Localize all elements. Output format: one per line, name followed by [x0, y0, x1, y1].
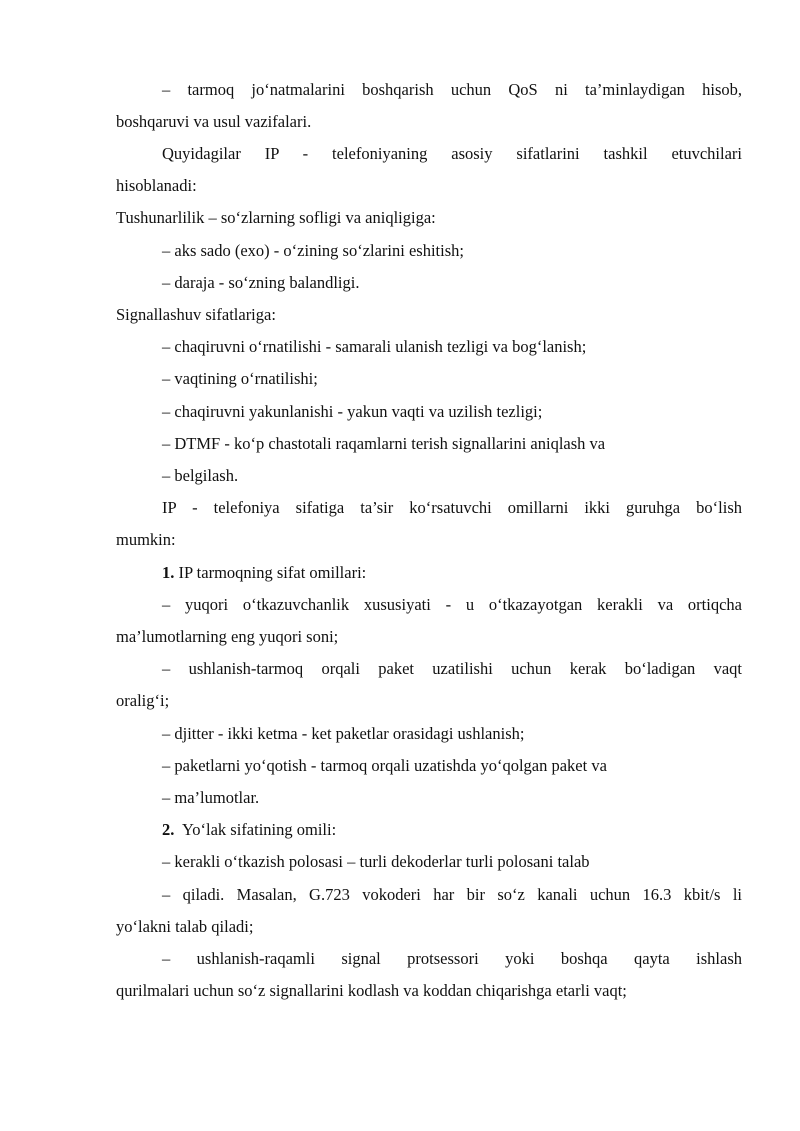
section-title: IP tarmoqning sifat omillari:: [178, 563, 367, 582]
text-line: – djitter - ikki ketma - ket paketlar orasidagi ushlanish;: [162, 724, 525, 743]
text-line: yo‘lakni talab qiladi;: [116, 917, 254, 936]
text-line: – ushlanish-tarmoq orqali paket uzatilishi uchun kerak bo‘ladigan vaqt: [162, 659, 742, 678]
text-line: – daraja - so‘zning balandligi.: [162, 273, 360, 292]
text-line: – yuqori o‘tkazuvchanlik xususiyati - u o‘tkazayotgan kerakli va ortiqcha: [162, 595, 742, 614]
text-line: boshqaruvi va usul vazifalari.: [116, 112, 312, 131]
text-line: oralig‘i;: [116, 691, 170, 710]
text-line: – paketlarni yo‘qotish - tarmoq orqali uzatishda yo‘qolgan paket va: [162, 756, 607, 775]
text-line: – DTMF - ko‘p chastotali raqamlarni terish signallarini aniqlash va: [162, 434, 606, 453]
section-number: 1.: [162, 563, 175, 582]
text-line: Signallashuv sifatlariga:: [116, 305, 276, 324]
text-line: – ushlanish-raqamli signal protsessori yoki boshqa qayta ishlash: [162, 949, 742, 968]
section-heading: [162, 820, 336, 840]
text-line: – kerakli o‘tkazish polosasi – turli dekoderlar turli polosani talab: [162, 852, 590, 871]
section-heading: [162, 563, 366, 583]
text-line: ma’lumotlarning eng yuqori soni;: [116, 627, 339, 646]
text-line: – qiladi. Masalan, G.723 vokoderi har bir so‘z kanali uchun 16.3 kbit/s li: [162, 885, 742, 904]
text-line: mumkin:: [116, 530, 176, 549]
text-line: hisoblanadi:: [116, 176, 197, 195]
text-line: – belgilash.: [162, 466, 239, 485]
text-line: – tarmoq jo‘natmalarini boshqarish uchun QoS ni ta’minlaydigan hisob,: [162, 80, 742, 99]
text-line: – chaqiruvni o‘rnatilishi - samarali ulanish tezligi va bog‘lanish;: [162, 337, 587, 356]
text-line: qurilmalari uchun so‘z signallarini kodlash va koddan chiqarishga etarli vaqt;: [116, 981, 627, 1000]
text-line: Quyidagilar IP - telefoniyaning asosiy sifatlarini tashkil etuvchilari: [162, 144, 742, 163]
text-line: IP - telefoniya sifatiga ta’sir ko‘rsatuvchi omillarni ikki guruhga bo‘lish: [162, 498, 742, 517]
text-line: – chaqiruvni yakunlanishi - yakun vaqti va uzilish tezligi;: [162, 402, 543, 421]
text-line: – vaqtining o‘rnatilishi;: [162, 369, 318, 388]
text-line: – ma’lumotlar.: [162, 788, 260, 807]
section-title: Yo‘lak sifatining omili:: [182, 820, 337, 839]
text-line: – aks sado (exo) - o‘zining so‘zlarini eshitish;: [162, 241, 464, 260]
text-line: Tushunarlilik – so‘zlarning sofligi va aniqligiga:: [116, 208, 436, 227]
section-number: 2.: [162, 820, 175, 839]
